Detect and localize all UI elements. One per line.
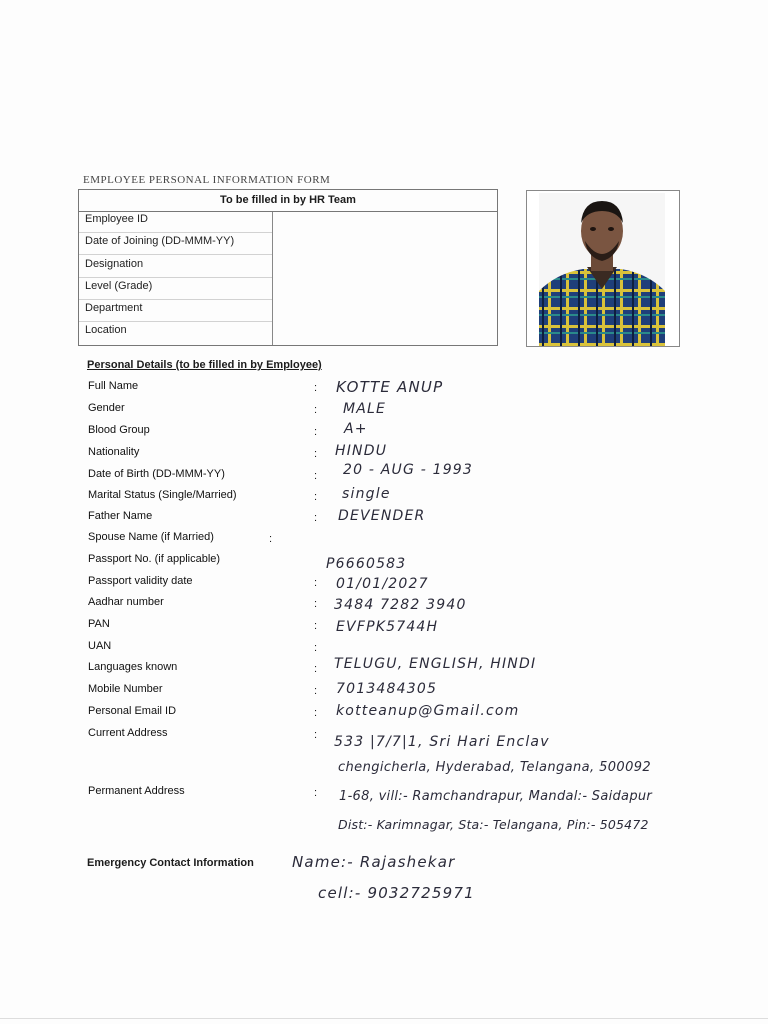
passport-photo (539, 193, 665, 346)
value-permanent-address-line2: Dist:- Karimnagar, Sta:- Telangana, Pin:- 505472 (338, 817, 649, 832)
value-nationality: HINDU (335, 443, 388, 459)
value-pan: EVFPK5744H (336, 619, 439, 635)
hr-row-rule (79, 277, 272, 278)
label-blood-group: Blood Group (88, 424, 150, 436)
label-marital-status: Marital Status (Single/Married) (88, 489, 237, 501)
label-spouse-name: Spouse Name (if Married) (88, 531, 214, 543)
page-edge-rule (0, 1018, 768, 1019)
label-dob: Date of Birth (DD-MMM-YY) (88, 468, 225, 480)
photo-frame (526, 190, 680, 347)
label-gender: Gender (88, 402, 125, 414)
value-aadhar-number: 3484 7282 3940 (334, 597, 467, 613)
value-mobile-number: 7013484305 (336, 681, 438, 697)
form-title: EMPLOYEE PERSONAL INFORMATION FORM (83, 174, 331, 186)
colon: : (314, 787, 318, 799)
colon: : (314, 707, 318, 719)
colon: : (314, 598, 318, 610)
value-permanent-address-line1: 1-68, vill:- Ramchandrapur, Mandal:- Saidapur (339, 789, 653, 804)
hr-row-employee-id: Employee ID (85, 213, 148, 225)
colon: : (314, 685, 318, 697)
value-gender: MALE (343, 401, 387, 417)
label-permanent-address: Permanent Address (88, 785, 185, 797)
hr-row-rule (79, 254, 272, 255)
value-passport-validity: 01/01/2027 (336, 576, 429, 592)
colon: : (314, 448, 318, 460)
hr-info-table (78, 189, 498, 346)
value-current-address-line2: chengicherla, Hyderabad, Telangana, 500092 (338, 760, 652, 775)
passport-photo-icon (539, 193, 665, 346)
hr-table-header: To be filled in by HR Team (79, 190, 497, 212)
hr-table-divider (272, 212, 273, 345)
emergency-contact-name: Name:- Rajashekar (292, 853, 456, 871)
value-dob: 20 - AUG - 1993 (343, 462, 474, 478)
label-current-address: Current Address (88, 727, 168, 739)
colon: : (314, 382, 318, 394)
colon: : (314, 404, 318, 416)
value-passport-no: P6660583 (326, 556, 407, 572)
hr-row-rule (79, 321, 272, 322)
label-aadhar-number: Aadhar number (88, 596, 164, 608)
hr-row-date-of-joining: Date of Joining (DD-MMM-YY) (85, 235, 235, 247)
colon: : (269, 533, 273, 545)
colon: : (314, 491, 318, 503)
label-email: Personal Email ID (88, 705, 177, 717)
hr-row-department: Department (85, 302, 143, 314)
colon: : (314, 512, 318, 524)
colon: : (314, 663, 318, 675)
value-languages-known: TELUGU, ENGLISH, HINDI (334, 656, 537, 672)
label-passport-validity: Passport validity date (88, 575, 193, 587)
hr-row-rule (79, 232, 272, 233)
hr-row-level: Level (Grade) (85, 280, 153, 292)
value-blood-group: A+ (344, 421, 368, 437)
emergency-contact-cell: cell:- 9032725971 (318, 884, 475, 902)
value-father-name: DEVENDER (338, 508, 426, 524)
label-uan: UAN (88, 640, 112, 652)
label-full-name: Full Name (88, 380, 139, 392)
label-father-name: Father Name (88, 510, 153, 522)
colon: : (314, 642, 318, 654)
hr-row-designation: Designation (85, 258, 144, 270)
value-current-address-line1: 533 |7/7|1, Sri Hari Enclav (334, 734, 550, 750)
colon: : (314, 426, 318, 438)
hr-row-rule (79, 299, 272, 300)
label-passport-no: Passport No. (if applicable) (88, 553, 221, 565)
colon: : (314, 470, 318, 482)
value-marital-status: single (342, 486, 391, 502)
label-mobile-number: Mobile Number (88, 683, 163, 695)
emergency-contact-label: Emergency Contact Information (87, 857, 254, 869)
label-pan: PAN (88, 618, 110, 630)
value-email: kotteanup@Gmail.com (336, 703, 520, 719)
colon: : (314, 577, 318, 589)
personal-details-header: Personal Details (to be filled in by Employee) (87, 359, 322, 371)
label-languages-known: Languages known (88, 661, 178, 673)
colon: : (314, 729, 318, 741)
label-nationality: Nationality (88, 446, 140, 458)
colon: : (314, 620, 318, 632)
value-full-name: KOTTE ANUP (336, 378, 444, 396)
hr-row-location: Location (85, 324, 127, 336)
